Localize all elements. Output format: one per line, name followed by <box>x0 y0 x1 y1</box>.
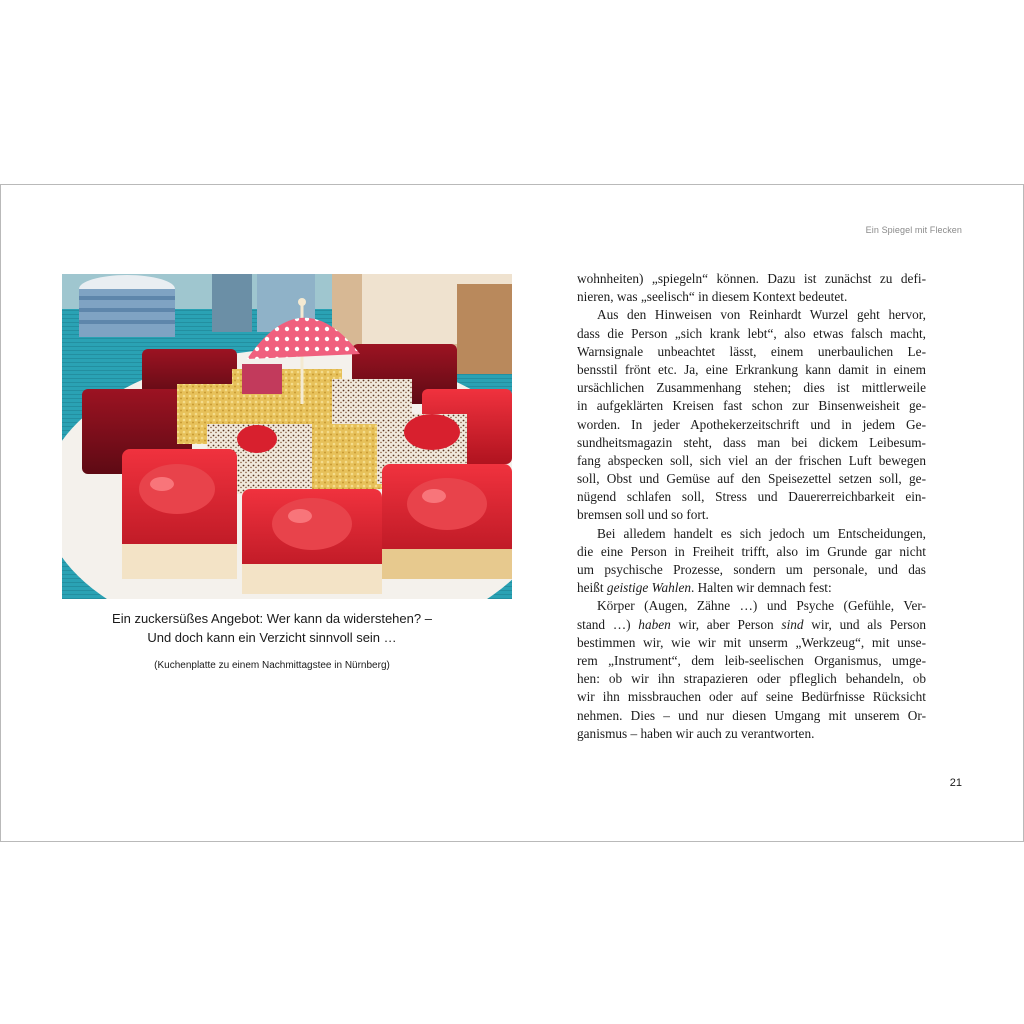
text-line: wir ihn missbrauchen oder auf seine Bedürfnisse Rücksicht <box>577 689 926 705</box>
photo-caption-line-2: Und doch kann ein Verzicht sinnvoll sein … <box>147 630 397 645</box>
text-run: heißt <box>577 580 607 596</box>
text-line: dass die Person „sich krank lebt“, also etwas falsch macht, <box>577 325 926 341</box>
text-line: ursächlichen Zusammenhang stehen; dies ist mittlerweile <box>577 380 926 396</box>
text-line: in aufgeklärten Kreisen fast schon zur Binsenweisheit ge- <box>577 398 926 414</box>
text-line: bensstil frönt etc. Ja, eine Erkrankung kann damit in einem <box>577 361 926 377</box>
text-line: bestimmen wir, wie wir mit unserm „Werkzeug“, mit unse- <box>577 634 926 650</box>
running-head: Ein Spiegel mit Flecken <box>865 225 962 235</box>
text-line: worden. In jeder Apothekerzeitschrift und in jedem Ge- <box>577 416 926 432</box>
text-line <box>577 579 926 597</box>
text-run: wir, und als Person <box>803 616 926 632</box>
text-line: hen: ob wir ihn strapazieren oder pfleglich behandeln, ob <box>577 671 926 687</box>
text-line: Warnsignale unbeachtet lässt, einem unerbaulichen Le- <box>577 343 926 359</box>
body-text <box>577 270 926 743</box>
text-run: wir, aber Person <box>670 616 782 632</box>
text-line: rem „Instrument“, dem leib-seelischen Organismus, umge- <box>577 652 926 668</box>
text-line: um psychische Prozesse, sondern um personale, und das <box>577 562 926 577</box>
text-line: nügend schlafen soll, Stress und Dauererreichbarkeit ein- <box>577 489 926 505</box>
text-line: sundheitsmagazin steht, dass man bei dickem Leibesum- <box>577 434 926 450</box>
text-line: Bei alledem handelt es sich jedoch um Entscheidungen, <box>597 525 926 541</box>
text-line <box>577 616 926 634</box>
text-line: Körper (Augen, Zähne …) und Psyche (Gefühle, Ver- <box>597 598 926 614</box>
emphasis-run: sind <box>781 616 804 632</box>
text-line: ganismus – haben wir auch zu verantworten. <box>577 725 815 741</box>
text-line: fang abspecken soll, sich viel an der frischen Luft bewegen <box>577 452 926 468</box>
text-line: nehmen. Dies – und nur diesen Umgang mit unserem Or- <box>577 707 926 723</box>
text-run: stand …) <box>577 616 639 632</box>
photo-caption-note: (Kuchenplatte zu einem Nachmittagstee in Nürnberg) <box>154 660 390 671</box>
text-run: . Halten wir demnach fest: <box>691 580 832 596</box>
page-number: 21 <box>949 777 962 789</box>
text-line: bremsen soll und so fort. <box>577 507 709 523</box>
cake-photo <box>62 274 512 599</box>
text-line: soll, Obst und Gemüse auf den Speisezettel setzen soll, ge- <box>577 471 926 487</box>
text-line: die eine Person in Freiheit trifft, also im Grunde gar nicht <box>577 543 926 559</box>
text-line: Aus den Hinweisen von Reinhardt Wurzel geht hervor, <box>597 307 926 323</box>
text-line: wohnheiten) „spiegeln“ können. Dazu ist zunächst zu defi- <box>577 271 926 286</box>
emphasis-run: geistige Wahlen <box>606 580 692 596</box>
photo-caption-line-1: Ein zuckersüßes Angebot: Wer kann da widerstehen? – <box>112 611 432 626</box>
emphasis-run: haben <box>638 616 671 632</box>
text-line: nieren, was „seelisch“ in diesem Kontext bedeutet. <box>577 289 848 305</box>
